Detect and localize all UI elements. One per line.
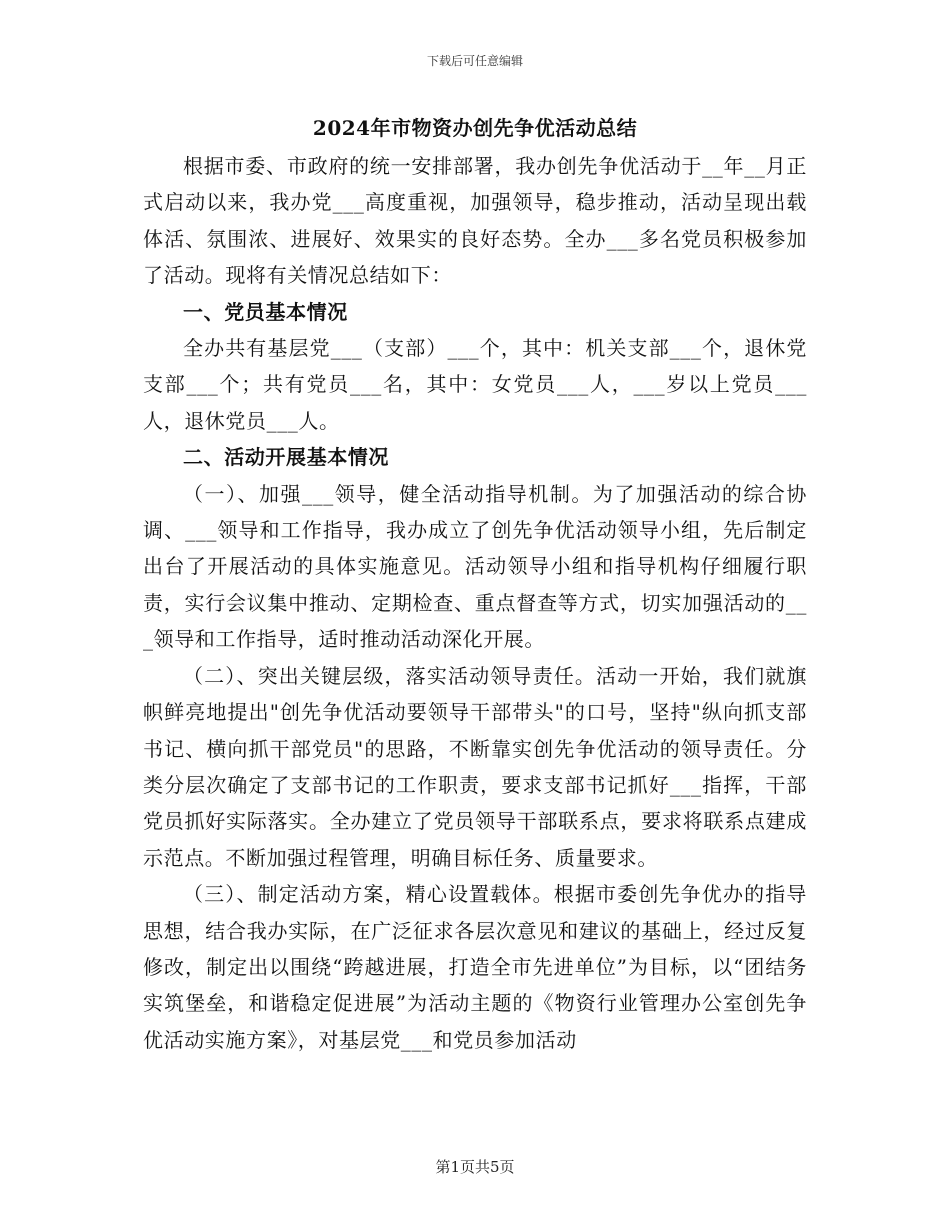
page-footer: 第1页共5页 [435, 1158, 515, 1176]
subsection-3-paragraph: （三）、制定活动方案，精心设置载体。根据市委创先争优办的指导思想，结合我办实际，在广泛征求各层次意见和建议的基础上，经过反复修改，制定出以围绕“跨越进展，打造全市先进单位”为目标，以“团结务实筑堡垒，和谐稳定促进展”为活动主题的《物资行业管理办公室创先争优活动实施方案》，对基层党___和党员参加活动 [143, 882, 807, 1052]
section-heading-1: 一、党员基本情况 [183, 299, 348, 324]
document-body [143, 108, 807, 1058]
header-note: 下载后可任意编辑 [426, 54, 523, 68]
subsection-2-paragraph: （二）、突出关键层级，落实活动领导责任。活动一开始，我们就旗帜鲜亮地提出"创先争优活动要领导干部带头"的口号，坚持"纵向抓支部书记、横向抓干部党员"的思路，不断靠实创先争优活动的领导责任。分类分层次确定了支部书记的工作职责，要求支部书记抓好___指挥，干部党员抓好实际落实。全办建立了党员领导干部联系点，要求将联系点建成示范点。不断加强过程管理，明确目标任务、质量要求。 [143, 663, 807, 870]
document-title: 2024年市物资办创先争优活动总结 [312, 116, 638, 140]
intro-paragraph: 根据市委、市政府的统一安排部署，我办创先争优活动于__年__月正式启动以来，我办党___高度重视，加强领导，稳步推动，活动呈现出载体活、氛围浓、进展好、效果实的良好态势。全办___多名党员积极参加了活动。现将有关情况总结如下： [143, 154, 807, 288]
section-1-paragraph: 全办共有基层党___（支部）___个，其中：机关支部___个，退休党支部___个；共有党员___名，其中：女党员___人，___岁以上党员___人，退休党员___人。 [143, 336, 807, 433]
section-heading-2: 二、活动开展基本情况 [183, 445, 389, 470]
subsection-1-paragraph: （一）、加强___领导，健全活动指导机制。为了加强活动的综合协调、___领导和工作指导，我办成立了创先争优活动领导小组，先后制定出台了开展活动的具体实施意见。活动领导小组和指导机构仔细履行职责，实行会议集中推动、定期检查、重点督查等方式，切实加强活动的___领导和工作指导，适时推动活动深化开展。 [143, 481, 807, 652]
